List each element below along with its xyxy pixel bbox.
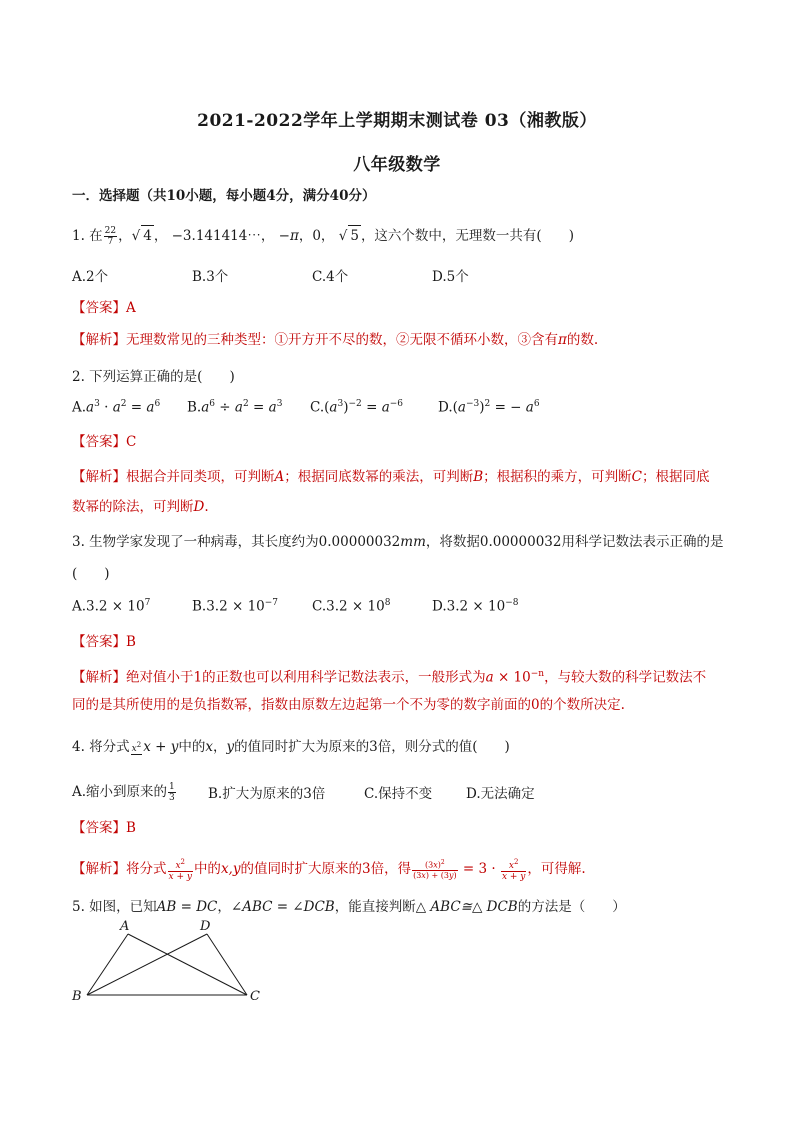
question-3-stem-line1: 3. 生物学家发现了一种病毒，其长度约为0.00000032mm，将数据0.00000032用科学记数法表示正确的是: [72, 534, 724, 550]
q3-option-a: $A.3.2 \times 10^7$: [72, 598, 151, 615]
question-4-stem: 4. 将分式 $x^2$ x + y中的x，y的值同时扩大为原来的3倍，则分式的值( ): [72, 739, 510, 755]
q2-option-c: $C.(a^3)^{-2} = a^{-6}$: [310, 399, 404, 416]
figure-label-c: C: [250, 989, 260, 1004]
question-3-stem-line2: ( ): [72, 566, 110, 582]
figure-label-d: D: [200, 919, 211, 934]
figure-label-b: B: [72, 989, 82, 1004]
q3-answer: 【答案】B: [72, 634, 136, 650]
q2-option-b: $B.a^6 \div a^2 = a^3$: [187, 399, 283, 416]
figure-line-ba: [87, 934, 128, 995]
q2-option-a: $A.a^3 \cdot a^2 = a^6$: [72, 399, 161, 416]
q4-answer: 【答案】B: [72, 820, 136, 836]
q3-option-d: $D.3.2 \times 10^{-8}$: [432, 598, 519, 615]
q1-option-d: D.5个: [432, 269, 469, 285]
figure-line-cd: [207, 934, 247, 995]
figure-label-a: A: [120, 919, 130, 934]
question-5-stem: 5. 如图，已知AB = DC，∠ABC = ∠DCB，能直接判断△ ABC≅△ DCB的方法是（ ）: [72, 899, 626, 915]
q4-option-a: A.缩小到原来的 $\frac{1}{3}$: [72, 782, 175, 803]
q1-answer: 【答案】A: [72, 300, 136, 316]
q3-explanation-line1: 【解析】绝对值小于1的正数也可以利用科学记数法表示，一般形式为$a \times 10^{-n}$，与较大数的科学记数法不: [72, 669, 707, 686]
q4-explanation: 【解析】将分式 $\frac{x^2}{x + y}$ 中的x,y的值同时扩大原来的3倍，得 $\frac{(3x)^2}{(3x) + (3y)}$ = 3 · $\frac{x^2}{x + y}$ ，可得解.: [72, 858, 586, 882]
q3-option-b: $B.3.2 \times 10^{-7}$: [192, 598, 279, 615]
q4-option-c: C.保持不变: [364, 786, 433, 802]
q3-explanation-line2: 同的是其所使用的是负指数幂，指数由原数左边起第一个不为零的数字前面的0的个数所决定.: [72, 697, 625, 713]
figure-line-ac: [128, 934, 247, 995]
q1-option-c: C.4个: [312, 269, 349, 285]
q2-explanation-line1: 【解析】根据合并同类项，可判断A；根据同底数幂的乘法，可判断B；根据积的乘方，可判断C；根据同底: [72, 469, 710, 485]
figure-line-db: [87, 934, 207, 995]
q1-option-b: B.3个: [192, 269, 229, 285]
q5-figure: [60, 912, 280, 1012]
q1-option-a: A.2个: [72, 269, 109, 285]
q4-option-d: D.无法确定: [466, 786, 535, 802]
question-2-stem: 2. 下列运算正确的是( ): [72, 369, 235, 385]
exam-title: 2021-2022学年上学期期末测试卷 03（湘教版）: [197, 111, 597, 131]
q2-answer: 【答案】C: [72, 434, 137, 450]
q3-option-c: $C.3.2 \times 10^8$: [312, 598, 391, 615]
q4-option-b: B.扩大为原来的3倍: [208, 786, 326, 802]
exam-subtitle: 八年级数学: [353, 155, 441, 175]
q2-option-d: $D.(a^{-3})^2$ = − $a^6$: [438, 399, 540, 416]
q2-explanation-line2: 数幂的除法，可判断D.: [72, 499, 209, 515]
q1-explanation: 【解析】无理数常见的三种类型：①开方开不尽的数，②无限不循环小数，③含有π的数.: [72, 332, 599, 348]
section-heading: 一．选择题（共10小题，每小题4分，满分40分）: [72, 188, 376, 204]
question-1-stem: 1. 在 $\frac{22}{7}$ ，√ 4 ， −3.141414⋯， −π，0， √ 5 ，这六个数中，无理数一共有( ): [72, 226, 574, 247]
